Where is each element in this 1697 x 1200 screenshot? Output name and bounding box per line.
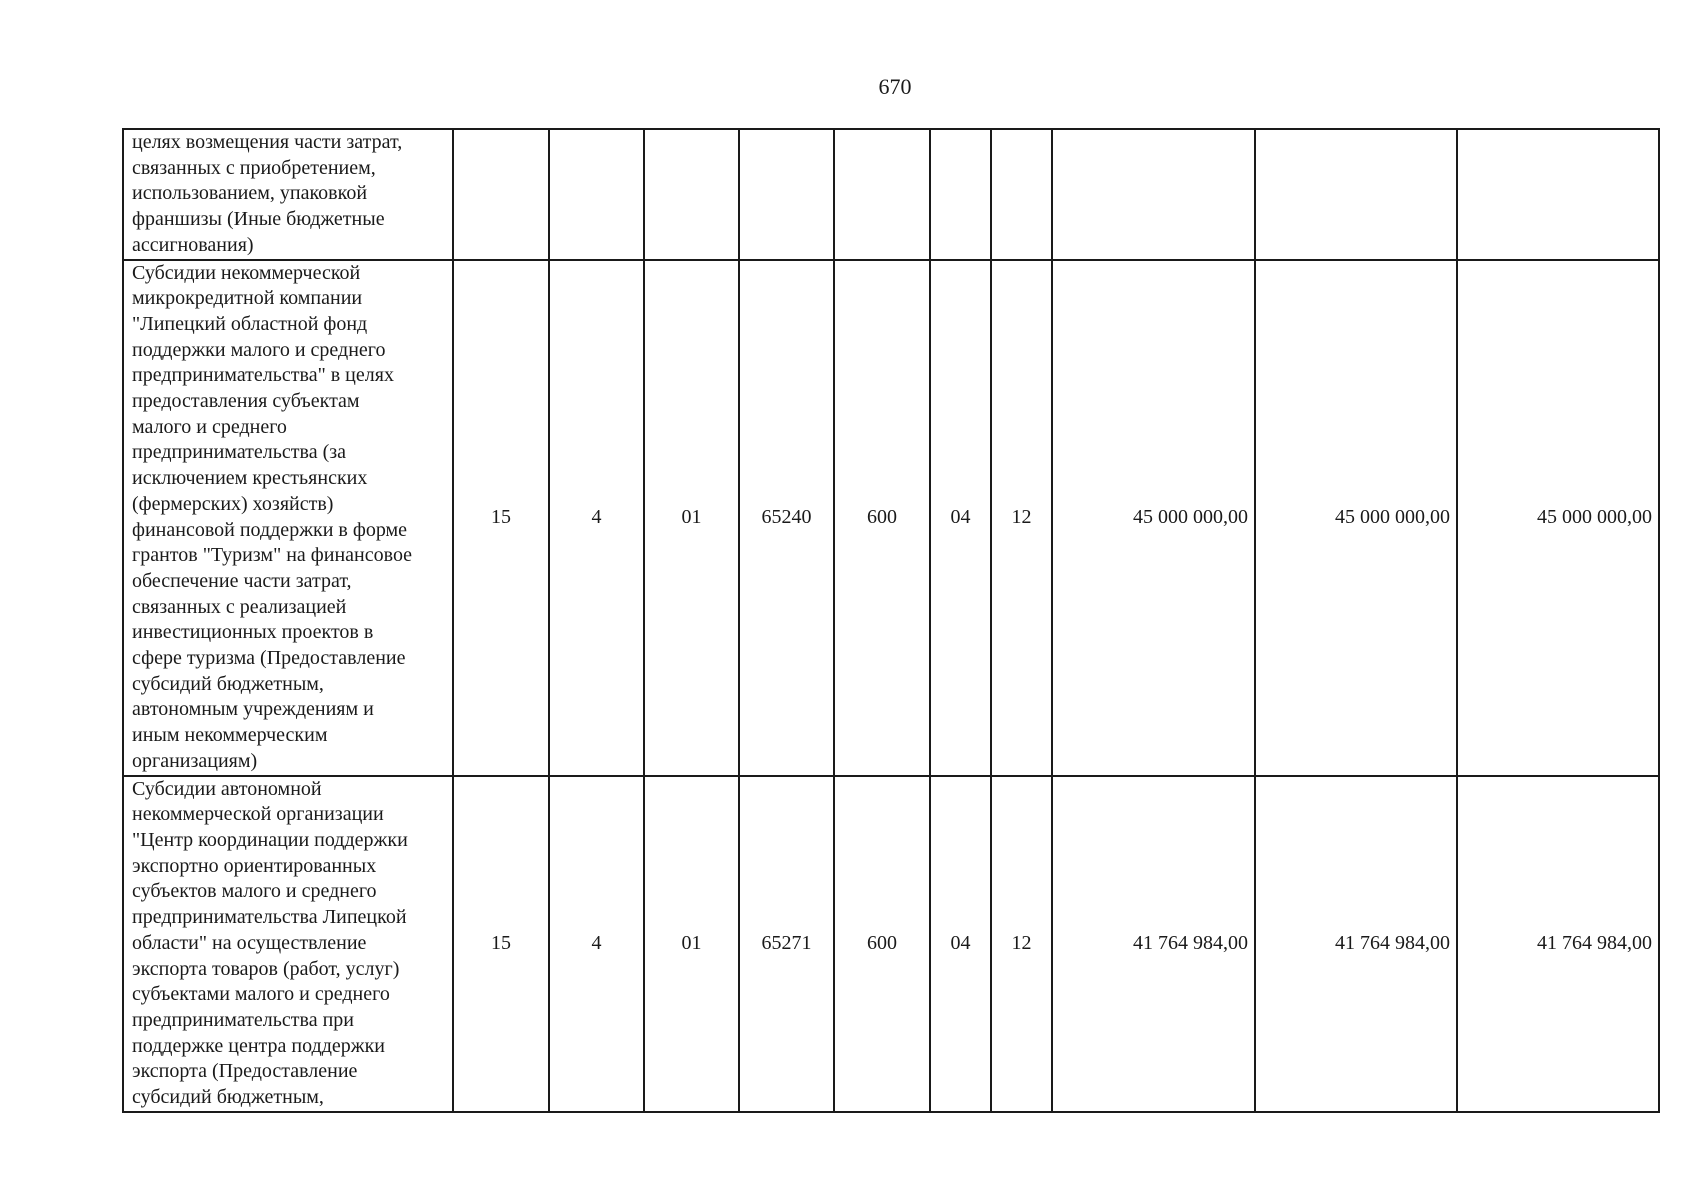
code-cell: 04 xyxy=(930,260,991,776)
code-cell xyxy=(930,129,991,260)
code-cell: 12 xyxy=(991,776,1052,1112)
table-row xyxy=(123,776,1659,1112)
amount-cell xyxy=(1255,129,1457,260)
code-cell: 04 xyxy=(930,776,991,1112)
code-cell xyxy=(453,129,549,260)
amount-cell xyxy=(1052,129,1255,260)
code-cell: 600 xyxy=(834,776,930,1112)
amount-cell: 45 000 000,00 xyxy=(1255,260,1457,776)
amount-cell: 45 000 000,00 xyxy=(1052,260,1255,776)
amount-cell: 41 764 984,00 xyxy=(1255,776,1457,1112)
table-row xyxy=(123,129,1659,260)
code-cell: 600 xyxy=(834,260,930,776)
code-cell: 12 xyxy=(991,260,1052,776)
row-description: Субсидии некоммерческой микрокредитной компании "Липецкий областной фонд поддержки малого и среднего предпринимательства" в целях предоставления субъектам малого и среднего предпринимательства (за исключением крестьянских (фермерских) хозяйств) финансовой поддержки в форме грантов "Туризм" на финансовое обеспечение части затрат, связанных с реализацией инвестиционных проектов в сфере туризма (Предоставление субсидий бюджетным, автономным учреждениям и иным некоммерческим организациям) xyxy=(123,260,453,776)
code-cell: 65240 xyxy=(739,260,834,776)
code-cell: 4 xyxy=(549,260,644,776)
code-cell: 65271 xyxy=(739,776,834,1112)
code-cell xyxy=(549,129,644,260)
amount-cell xyxy=(1457,129,1659,260)
code-cell: 15 xyxy=(453,260,549,776)
row-description: целях возмещения части затрат, связанных с приобретением, использованием, упаковкой франшизы (Иные бюджетные ассигнования) xyxy=(123,129,453,260)
code-cell xyxy=(834,129,930,260)
budget-table xyxy=(122,128,1660,1113)
code-cell: 4 xyxy=(549,776,644,1112)
code-cell xyxy=(644,129,739,260)
code-cell: 01 xyxy=(644,776,739,1112)
code-cell xyxy=(739,129,834,260)
amount-cell: 45 000 000,00 xyxy=(1457,260,1659,776)
table-row xyxy=(123,260,1659,776)
code-cell xyxy=(991,129,1052,260)
row-description: Субсидии автономной некоммерческой организации "Центр координации поддержки экспортно ориентированных субъектов малого и среднего предпринимательства Липецкой области" на осуществление экспорта товаров (работ, услуг) субъектами малого и среднего предпринимательства при поддержке центра поддержки экспорта (Предоставление субсидий бюджетным, xyxy=(123,776,453,1112)
amount-cell: 41 764 984,00 xyxy=(1457,776,1659,1112)
page-number: 670 xyxy=(878,74,912,99)
code-cell: 01 xyxy=(644,260,739,776)
code-cell: 15 xyxy=(453,776,549,1112)
amount-cell: 41 764 984,00 xyxy=(1052,776,1255,1112)
